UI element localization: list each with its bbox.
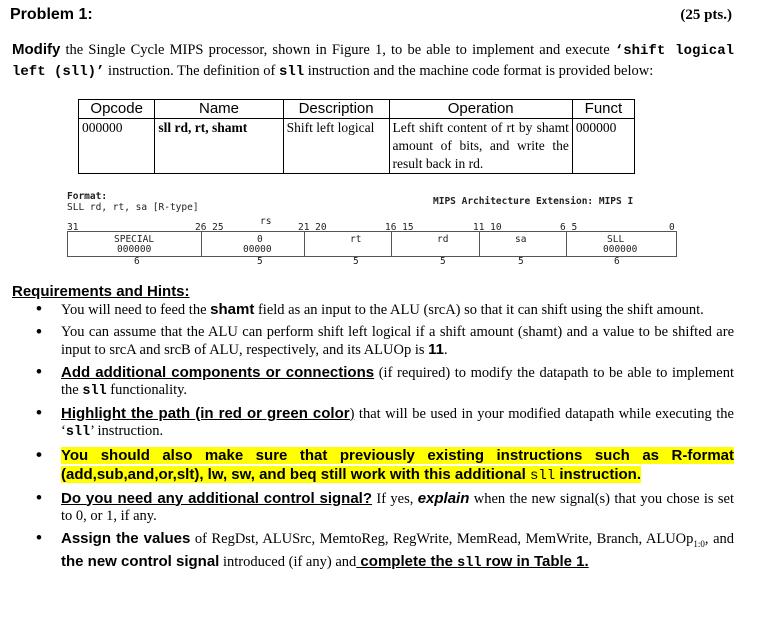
- item-bold: explain: [417, 489, 470, 507]
- bit-label: 21 20: [298, 222, 327, 233]
- bit-label: 6 5: [560, 222, 578, 233]
- list-item-highlighted: [61, 446, 734, 486]
- cell-name: sll rd, rt, shamt: [155, 119, 283, 174]
- list-item: [61, 364, 734, 401]
- intro-paragraph: [12, 40, 734, 82]
- header-opcode: Opcode: [79, 100, 155, 119]
- item-bold: Add additional components or connections: [61, 363, 375, 381]
- bit-label: 0: [669, 222, 675, 233]
- instruction-definition-table: [78, 99, 635, 174]
- field-sa-width: 5: [518, 256, 524, 267]
- item-bold: (in red or green color: [195, 404, 350, 422]
- format-syntax: SLL rd, rt, sa [R-type]: [67, 202, 199, 213]
- list-item: [61, 490, 734, 526]
- intro-text-3: instruction and the machine code format is provided below:: [304, 62, 654, 79]
- header-operation: Operation: [389, 100, 572, 119]
- requirements-heading: Requirements and Hints:: [12, 283, 190, 300]
- item-code: sll: [529, 467, 556, 484]
- field-divider: [304, 232, 305, 256]
- item-code: sll: [457, 555, 482, 571]
- item-text: (if required) to modify the datapath to be able to implement the: [61, 364, 734, 398]
- format-arch: MIPS Architecture Extension: MIPS I: [433, 196, 634, 207]
- list-item: [61, 530, 734, 573]
- item-code: sll: [82, 384, 107, 399]
- points-label: (25 pts.): [680, 7, 732, 23]
- item-bold: 11: [428, 341, 445, 358]
- field-divider: [479, 232, 480, 256]
- intro-code-1: ‘shift logical left (sll)’: [12, 43, 734, 80]
- item-text: ’ instruction.: [90, 423, 164, 439]
- requirements-list: [61, 301, 734, 576]
- field-sll-value: 000000: [603, 244, 638, 255]
- intro-text-1: the Single Cycle MIPS processor, shown in Figure 1, to be able to implement and execute: [60, 42, 615, 58]
- item-text: , and: [704, 530, 735, 547]
- field-sll-width: 6: [614, 256, 620, 267]
- cell-operation: Left shift content of rt by shamt amount of bits, and write the result back in rd.: [389, 119, 572, 174]
- field-rd-width: 5: [440, 256, 446, 267]
- instruction-format-figure: [67, 191, 683, 281]
- format-field-box: [67, 231, 677, 257]
- item-text: ): [349, 405, 355, 422]
- item-text: when the new signal(s) that you chose is set to 0, or 1, if any.: [61, 490, 734, 524]
- item-bold: shamt: [210, 301, 255, 318]
- item-text: introduced (if any) and: [219, 553, 357, 570]
- item-bold: row in Table 1.: [481, 552, 589, 570]
- item-text: You will need to feed the: [61, 302, 211, 318]
- list-item: [61, 324, 734, 360]
- format-rs-label: rs: [260, 216, 272, 227]
- field-rs-value: 00000: [243, 244, 272, 255]
- item-bold: Highlight the path: [61, 404, 196, 422]
- bit-label: 16 15: [385, 222, 414, 233]
- item-text: You can assume that the ALU can perform shift left logical if a shift amount (shamt) and a value to be shifted are input to srcA and srcB of ALU, respectively, and its ALUOp is: [61, 323, 734, 358]
- cell-funct: 000000: [572, 119, 634, 174]
- list-item: [61, 301, 734, 320]
- item-text: instruction.: [555, 465, 641, 483]
- header-name: Name: [155, 100, 283, 119]
- item-text: .: [444, 342, 448, 358]
- item-bold: complete the: [356, 552, 458, 570]
- item-text: If yes,: [372, 490, 418, 507]
- header-description: Description: [283, 100, 389, 119]
- cell-opcode: 000000: [79, 119, 155, 174]
- item-bold: Do you need any additional control signal?: [61, 489, 373, 507]
- bit-label: 11 10: [473, 222, 502, 233]
- field-special-value: 000000: [117, 244, 152, 255]
- problem-title: Problem 1:: [10, 6, 93, 23]
- list-item: [61, 405, 734, 442]
- table-row: [79, 119, 635, 174]
- item-text: that will be used in your modified datapath while executing the ‘: [61, 405, 734, 439]
- format-label: Format:: [67, 191, 108, 202]
- field-divider: [566, 232, 567, 256]
- field-special-name: SPECIAL: [114, 234, 155, 245]
- bit-label: 26 25: [195, 222, 224, 233]
- item-text: You should also make sure that previously existing instructions such as R-format (add,sub,and,or,slt), lw, sw, and beq still work with this additional: [61, 446, 734, 483]
- field-rs-width: 5: [257, 256, 263, 267]
- item-text: field as an input to the ALU (srcA) so that it can shift using the shift amount.: [254, 302, 704, 318]
- item-bold: the new control signal: [61, 552, 220, 570]
- intro-lead: Modify: [12, 41, 61, 58]
- item-bold: Assign the values: [61, 529, 191, 547]
- intro-code-2: sll: [278, 63, 305, 80]
- intro-text-2: instruction. The definition of: [104, 62, 279, 79]
- item-code: sll: [65, 425, 91, 440]
- field-sa-name: sa: [515, 234, 527, 245]
- item-text: of RegDst, ALUSrc, MemtoReg, RegWrite, MemRead, MemWrite, Branch, ALUOp: [190, 530, 694, 547]
- table-header-row: [79, 100, 635, 119]
- cell-description: Shift left logical: [283, 119, 389, 174]
- header-funct: Funct: [572, 100, 634, 119]
- field-rs-name: 0: [257, 234, 263, 245]
- field-divider: [201, 232, 202, 256]
- item-text: functionality.: [106, 382, 188, 398]
- field-special-width: 6: [134, 256, 140, 267]
- item-subscript: 1:0: [693, 538, 705, 549]
- field-rt-width: 5: [353, 256, 359, 267]
- field-rt-name: rt: [350, 234, 362, 245]
- bit-label: 31: [67, 222, 79, 233]
- field-divider: [391, 232, 392, 256]
- field-sll-name: SLL: [607, 234, 625, 245]
- field-rd-name: rd: [437, 234, 449, 245]
